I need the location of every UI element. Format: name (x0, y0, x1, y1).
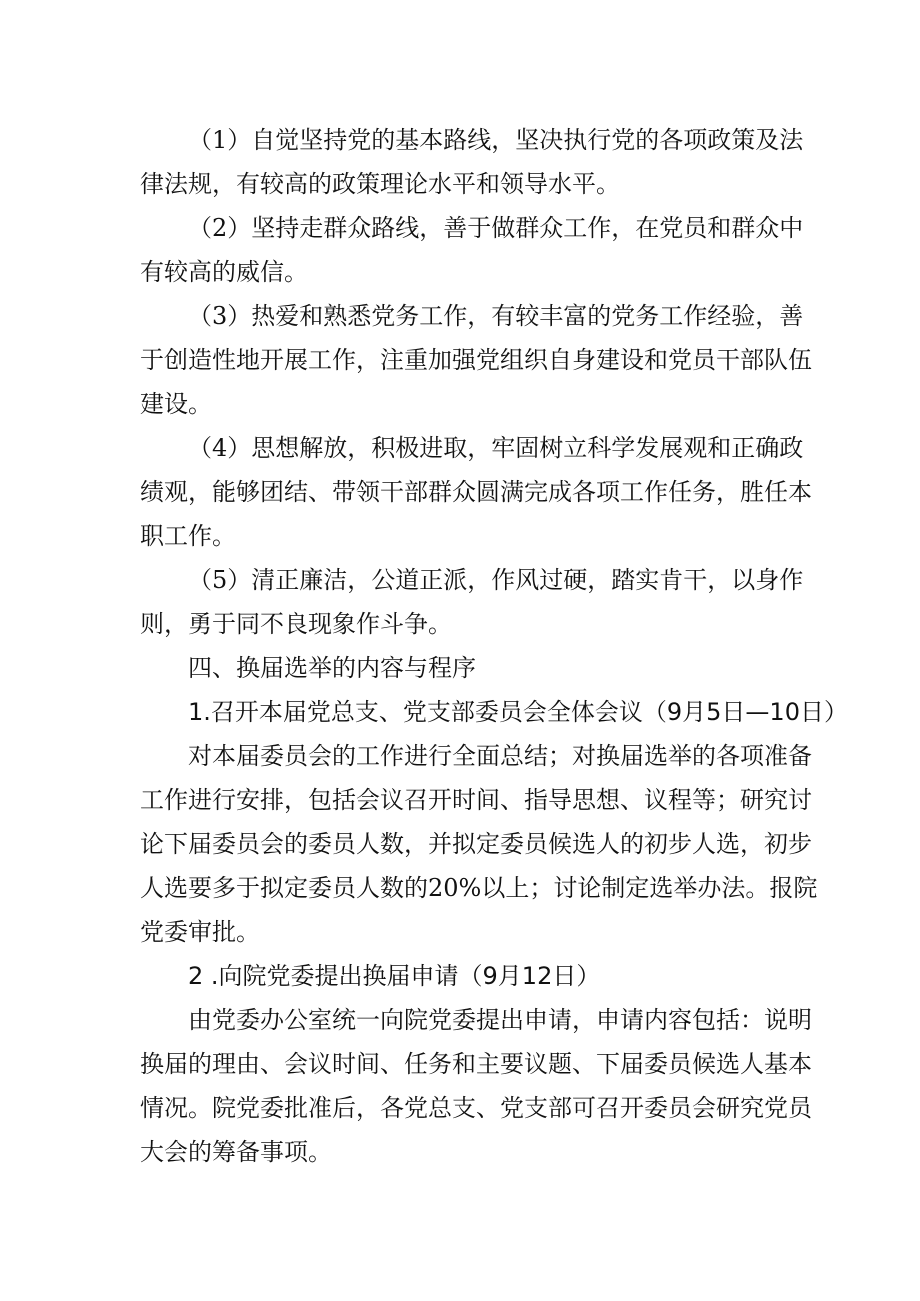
item-1-line-1: （1）自觉坚持党的基本路线，坚决执行党的各项政策及法 (188, 126, 804, 154)
step-1-line-1: 对本届委员会的工作进行全面总结；对换届选举的各项准备 (188, 742, 812, 770)
item-4-line-1: （4）思想解放，积极进取，牢固树立科学发展观和正确政 (188, 434, 804, 462)
step-2-line-3: 情况。院党委批准后，各党总支、党支部可召开委员会研究党员 (140, 1094, 812, 1122)
item-2-line-2: 有较高的威信。 (140, 258, 308, 286)
step-1-line-3: 论下届委员会的委员人数，并拟定委员候选人的初步人选，初步 (140, 830, 812, 858)
step-2-line-2: 换届的理由、会议时间、任务和主要议题、下届委员候选人基本 (140, 1050, 812, 1078)
step-2-title: 2 .向院党委提出换届申请（9月12日） (188, 962, 601, 990)
step-2-line-1: 由党委办公室统一向院党委提出申请，申请内容包括：说明 (188, 1006, 812, 1034)
item-3-line-3: 建设。 (140, 390, 212, 418)
item-2-line-1: （2）坚持走群众路线，善于做群众工作，在党员和群众中 (188, 214, 804, 242)
step-1-line-5: 党委审批。 (140, 918, 260, 946)
section-heading: 四、换届选举的内容与程序 (188, 654, 476, 682)
item-3-line-1: （3）热爱和熟悉党务工作，有较丰富的党务工作经验，善 (188, 302, 804, 330)
item-1-line-2: 律法规，有较高的政策理论水平和领导水平。 (140, 170, 620, 198)
step-2-line-4: 大会的筹备事项。 (140, 1138, 332, 1166)
item-5-line-2: 则，勇于同不良现象作斗争。 (140, 610, 452, 638)
step-1-line-4: 人选要多于拟定委员人数的20%以上；讨论制定选举办法。报院 (140, 874, 818, 902)
step-1-line-2: 工作进行安排，包括会议召开时间、指导思想、议程等；研究讨 (140, 786, 812, 814)
item-4-line-2: 绩观，能够团结、带领干部群众圆满完成各项工作任务，胜任本 (140, 478, 812, 506)
item-5-line-1: （5）清正廉洁，公道正派，作风过硬，踏实肯干，以身作 (188, 566, 804, 594)
step-1-title: 1.召开本届党总支、党支部委员会全体会议（9月5日—10日） (188, 698, 848, 726)
item-3-line-2: 于创造性地开展工作，注重加强党组织自身建设和党员干部队伍 (140, 346, 812, 374)
item-4-line-3: 职工作。 (140, 522, 236, 550)
